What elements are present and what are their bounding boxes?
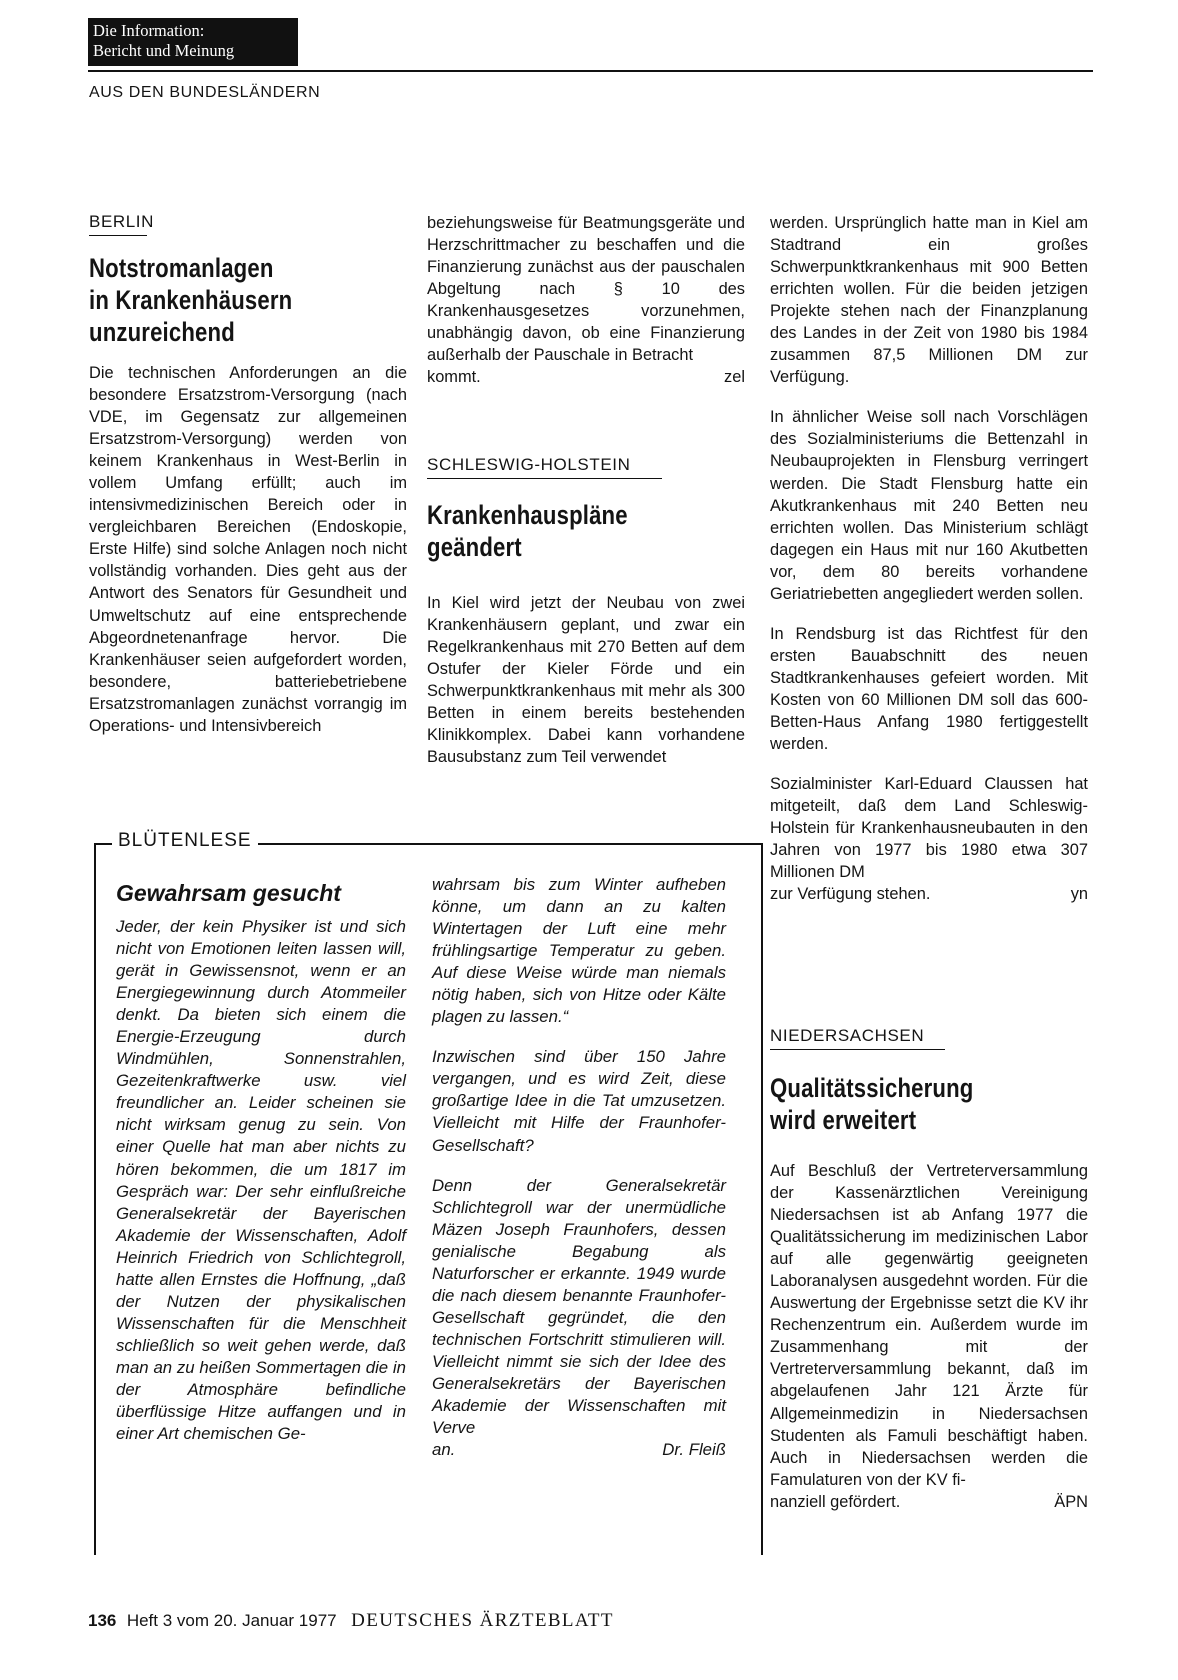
paragraph: Inzwischen sind über 150 Jahre vergangen, und es wird Zeit, diese großartige Idee in die Tat umzusetzen. Vielleicht mit Hilfe der Fraunhofer-Gesellschaft? <box>432 1047 726 1155</box>
paragraph-text: Auf Beschluß der Vertreterversammlung der Kassenärztlichen Vereinigung Niedersachsen ist ab Anfang 1977 die Qualitätssicherung im medizinischen Labor auf alle gegenwärtig geeigneten Laboranalysen ausgedehnt worden. Für die Auswertung der Ergebnisse setzt die KV ihr Rechenzentrum ein. Außerdem wurde im Zusammenhang mit der Vertreterversammlung bekannt, daß im abgelaufenen Jahr 121 Ärzte für Allgemeinmedizin in Niedersachsen Studenten als Famuli beschäftigt haben. Auch in Niedersachsen werden die Famulaturen von der KV fi- <box>770 1162 1088 1489</box>
author-signature: yn <box>1070 885 1088 904</box>
issue-info: Heft 3 vom 20. Januar 1977 <box>126 1611 337 1630</box>
region-rule <box>770 1049 945 1050</box>
berlin-body: Die technischen Anforderungen an die besondere Ersatzstrom-Versorgung (nach VDE, im Gegensatz zur allgemeinen Ersatzstrom-Versorgung) werden von keinem Krankenhaus in West-Berlin in vollem Umfang erfüllt; auch im intensivmedizinischen Bereich oder in vergleichbaren Bereichen (Endoskopie, Erste Hilfe) sind solche Anlagen noch nicht vollständig vorhanden. Dies geht aus der Antwort des Senators für Gesundheit und Umweltschutz auf eine entsprechende Abgeordnetenanfrage hervor. Die Krankenhäuser seien aufgefordert worden, besondere, batteriebetriebene Ersatzstromanlagen zunächst vorrangig im Operations- und Intensivbereich <box>89 364 407 735</box>
paragraph: werden. Ursprünglich hatte man in Kiel am Stadtrand ein großes Schwerpunktkrankenhaus mit 900 Betten errichten wollen. Für die beiden jetzigen Projekte stehen nach der Finanzplanung des Landes in der Zeit von 1980 bis 1984 zusammen 87,5 Millionen DM zur Verfügung. <box>770 214 1088 387</box>
author-signature: Dr. Fleiß <box>662 1440 726 1460</box>
page-number: 136 <box>88 1611 117 1630</box>
headline-line: unzureichend <box>89 317 235 347</box>
last-line: kommt. <box>427 368 481 387</box>
signature-row <box>770 883 1088 905</box>
region-label-schleswig-holstein: SCHLESWIG-HOLSTEIN <box>427 455 631 474</box>
headline-line: in Krankenhäusern <box>89 285 293 315</box>
last-line: zur Verfügung stehen. <box>770 885 931 904</box>
region-label-niedersachsen: NIEDERSACHSEN <box>770 1026 925 1045</box>
author-signature: zel <box>724 368 745 387</box>
rubric-badge-line-1: Die Information: <box>93 21 205 40</box>
signature-row <box>427 366 745 388</box>
schleswig-body-continued <box>770 212 1088 905</box>
region-rule <box>89 235 147 236</box>
niedersachsen-body <box>770 1160 1088 1513</box>
region-label-berlin: BERLIN <box>89 212 155 231</box>
bluetenlese-col-2 <box>432 874 726 1461</box>
bluetenlese-col-1: Jeder, der kein Physiker ist und sich nicht von Emotionen leiten lassen will, gerät in Gewissensnot, wenn er an Energiegewinnung durch Atommeiler denkt. Da bieten sich einem die Energie-Erzeugung durch Windmühlen, Sonnenstrahlen, Gezeitenkraftwerke usw. viel freundlicher an. Leider scheinen sie nicht wirksam genug zu sein. Von einer Quelle hat man aber nichts zu hören bekommen, die um 1817 im Gespräch war: Der sehr einflußreiche Generalsekretär der Bayerischen Akademie der Wissenschaften, Adolf Heinrich Friedrich von Schlichtegroll, hatte allen Ernstes die Hoffnung, „daß der Nutzen der physikalischen Wissenschaften für die Menschheit schließlich so weit gehen werde, daß man an zu heißen Sommertagen die in der Atmosphäre befindliche überflüssige Hitze auffangen und in einer Art chemischen Ge- <box>116 917 406 1444</box>
paragraph: In Rendsburg ist das Richtfest für den ersten Bauabschnitt des neuen Stadtkrankenhauses gefeiert worden. Mit Kosten von 60 Millionen DM soll das 600-Betten-Haus Anfang 1980 fertiggestellt werden. <box>770 624 1088 754</box>
schleswig-article <box>427 455 745 563</box>
headline-line: Qualitätssicherung <box>770 1073 974 1103</box>
last-line: nanziell gefördert. <box>770 1492 901 1511</box>
paragraph-text: Denn der Generalsekretär Schlichtegroll war der unermüdliche Mäzen Joseph Fraunhofers, dessen genialische Begabung als Naturforscher er erkannte. 1949 wurde die nach diesem benannte Fraunhofer-Gesellschaft gegründet, die den technischen Fortschritt stimulieren will. Vielleicht nimmt sie sich der Idee des Generalsekretärs der Bayerischen Akademie der Wissenschaften mit Verve <box>432 1175 726 1438</box>
headline-line: Krankenhauspläne <box>427 500 628 530</box>
section-title: AUS DEN BUNDESLÄNDERN <box>89 84 321 101</box>
author-signature: ÄPN <box>1054 1492 1088 1511</box>
headline-niedersachsen <box>770 1072 1096 1136</box>
headline-line: wird erweitert <box>770 1105 917 1135</box>
rubric-badge <box>88 18 298 66</box>
paragraph-text: Sozialminister Karl-Eduard Claussen hat mitgeteilt, daß dem Land Schleswig-Holstein für Krankenhausneubauten in den Jahren von 1977 bis 1980 etwa 307 Millionen DM <box>770 775 1088 882</box>
signature-row <box>432 1439 726 1461</box>
last-line: an. <box>432 1440 456 1460</box>
berlin-body-continued <box>427 212 745 388</box>
schleswig-body: In Kiel wird jetzt der Neubau von zwei Krankenhäusern geplant, und zwar ein Regelkrankenhaus mit 270 Betten auf dem Ostufer der Kieler Förde und ein Schwerpunktkrankenhaus mit mehr als 300 Betten in einem bereits bestehenden Klinikkomplex. Dabei kann vorhandene Bausubstanz zum Teil verwendet <box>427 594 745 767</box>
paragraph: In ähnlicher Weise soll nach Vorschlägen des Sozialministeriums die Bettenzahl in Neubauprojekten in Flensburg verringert werden. Die Stadt Flensburg hatte ein Akutkrankenhaus mit 240 Betten neu errichten wollen. Das Ministerium schlägt dagegen ein Haus mit nur 160 Akutbetten vor, dem 80 bereits vorhandene Geriatriebetten angegliedert werden sollen. <box>770 408 1088 603</box>
headline-line: Notstromanlagen <box>89 253 274 283</box>
bluetenlese-title: Gewahrsam gesucht <box>116 880 341 906</box>
continued-text: beziehungsweise für Beatmungsgeräte und Herzschrittmacher zu beschaffen und die Finanzierung zunächst aus der pauschalen Abgeltung nach § 10 des Krankenhausgesetzes vorzunehmen, unabhängig davon, ob eine Finanzierung außerhalb der Pauschale in Betracht <box>427 214 745 365</box>
signature-row <box>770 1491 1088 1513</box>
headline-berlin <box>89 252 415 348</box>
header-rule <box>88 70 1093 72</box>
rubric-badge-line-2: Bericht und Meinung <box>93 41 235 60</box>
berlin-article <box>89 212 407 348</box>
niedersachsen-article <box>770 1026 1088 1136</box>
bluetenlese-label: BLÜTENLESE <box>112 830 258 852</box>
region-rule <box>427 478 662 479</box>
page-footer <box>88 1610 614 1632</box>
paragraph <box>770 773 1088 905</box>
paragraph <box>432 1175 726 1462</box>
headline-line: geändert <box>427 532 522 562</box>
headline-schleswig-holstein <box>427 499 753 563</box>
paragraph: wahrsam bis zum Winter aufheben könne, um dann an zu kalten Wintertagen der Luft eine mehr frühlingsartige Temperatur zu geben. Auf diese Weise würde man niemals nötig haben, sich von Hitze oder Kälte plagen zu lassen.“ <box>432 875 726 1027</box>
journal-name: DEUTSCHES ÄRZTEBLATT <box>351 1610 614 1631</box>
